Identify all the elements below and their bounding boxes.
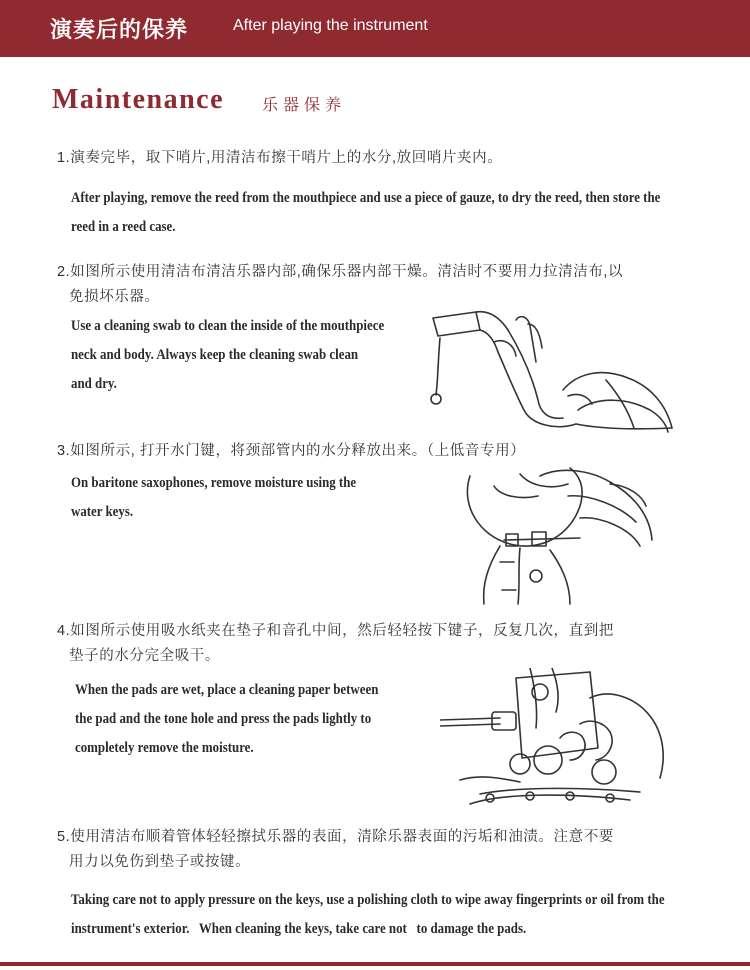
step-4-cn-line-2: 垫子的水分完全吸干。: [69, 648, 220, 664]
step-3-cn-line-1: 3.如图所示, 打开水门键，将颈部管内的水分释放出来。（上低音专用）: [57, 443, 526, 459]
step-5-cn-line-2: 用力以免伤到垫子或按键。: [69, 854, 251, 870]
header-title-en: After playing the instrument: [233, 17, 428, 34]
bottom-rule: [0, 962, 750, 966]
step-2-cn-line-1: 2.如图所示使用清洁布清洁乐器内部,确保乐器内部干燥。清洁时不要用力拉清洁布,以: [57, 264, 624, 280]
step-1-cn-line-1: 1.演奏完毕，取下哨片,用清洁布擦干哨片上的水分,放回哨片夹内。: [57, 150, 503, 166]
step-2-cn-line-2: 免损坏乐器。: [69, 289, 160, 305]
step-5-en-text: [71, 886, 690, 944]
step-4-en-line-1: When the pads are wet, place a cleaning paper between: [75, 682, 379, 698]
step-3-en-line-1: On baritone saxophones, remove moisture using the: [71, 475, 357, 491]
step-1-en-line-2: reed in a reed case.: [71, 219, 176, 235]
step-3-en-line-2: water keys.: [71, 504, 134, 520]
step-3-en-text: [71, 469, 398, 527]
cleaning-paper-illustration: [440, 668, 670, 808]
step-1-en-text: [71, 184, 673, 242]
step-4-cn-line-1: 4.如图所示使用吸水纸夹在垫子和音孔中间，然后轻轻按下键子，反复几次，直到把: [57, 623, 614, 639]
step-2-en-text: [71, 312, 432, 399]
step-2-en-line-2: neck and body. Always keep the cleaning swab clean: [71, 347, 359, 363]
section-subtitle: 乐器保养: [262, 97, 347, 114]
step-2-en-line-1: Use a cleaning swab to clean the inside of the mouthpiece: [71, 318, 385, 334]
step-4-en-text: [75, 676, 436, 763]
step-5-cn-line-1: 5.使用清洁布顺着管体轻轻擦拭乐器的表面，清除乐器表面的污垢和油渍。注意不要: [57, 829, 614, 845]
step-5-en-line-1: Taking care not to apply pressure on the keys, use a polishing cloth to wipe away fingerprints or oil from the: [71, 892, 665, 908]
cleaning-swab-illustration: [428, 300, 678, 435]
step-4-en-line-2: the pad and the tone hole and press the pads lightly to: [75, 711, 372, 727]
step-4-en-line-3: completely remove the moisture.: [75, 740, 254, 756]
header-bar: [0, 0, 750, 57]
header-title-cn: 演奏后的保养: [50, 17, 189, 43]
water-key-illustration: [460, 466, 700, 606]
step-2-en-line-3: and dry.: [71, 376, 117, 392]
section-title: Maintenance: [52, 84, 225, 115]
step-1-en-line-1: After playing, remove the reed from the mouthpiece and use a piece of gauze, to dry the reed, then store the: [71, 190, 661, 206]
step-5-en-line-2: instrument's exterior. When cleaning the keys, take care not to damage the pads.: [71, 921, 527, 937]
